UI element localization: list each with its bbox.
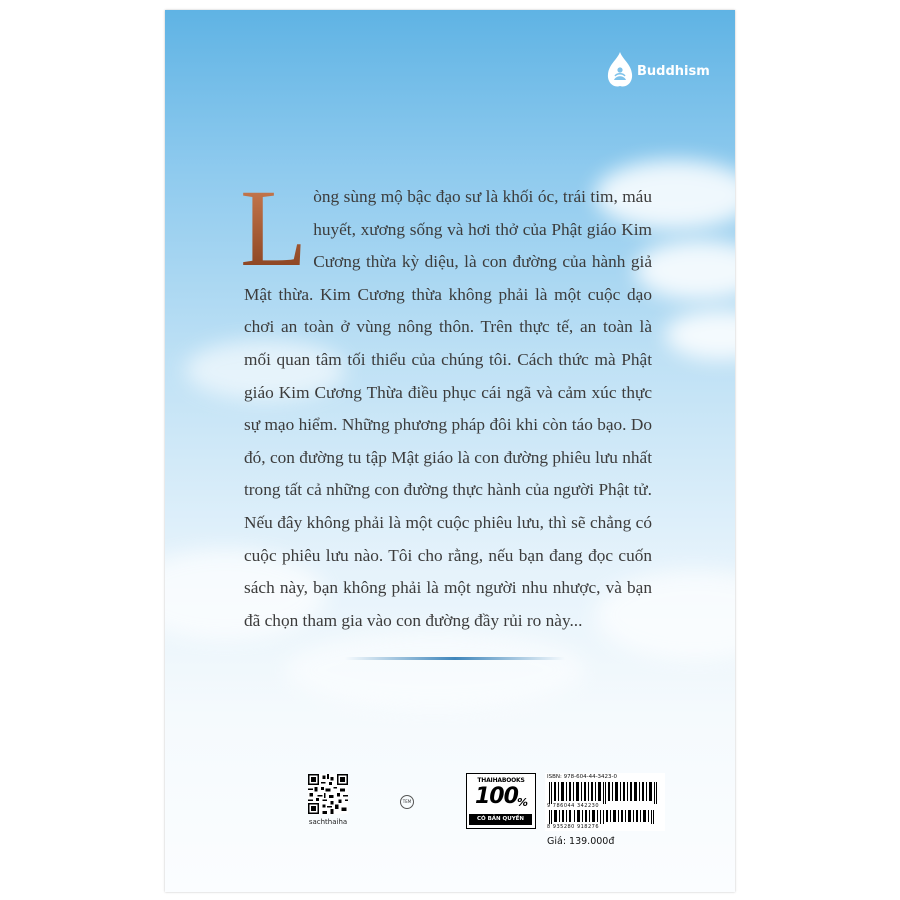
qr-code [308,774,348,814]
barcode-digits-bottom: 8 935280 918276 [547,824,600,830]
barcode-top [547,782,663,804]
cloud [665,310,735,360]
stamp-number: 100 [475,784,518,809]
bodhi-leaf-meditation-icon [605,50,635,90]
stamp-caption: CÓ BẢN QUYỀN [469,814,532,825]
isbn-barcode [545,773,665,831]
barcode-bottom [547,810,663,824]
drop-cap: L [240,167,308,289]
barcode-digits-top: 9 786044 342230 [547,803,600,809]
stamp-percent: % [517,796,529,809]
cloud [285,630,585,710]
authenticity-stamp: TEM [400,795,414,809]
copyright-stamp [466,773,536,829]
decorative-divider [345,657,565,660]
publisher-brand [605,50,725,90]
price-label: Giá: 139.000đ [547,836,615,847]
isbn-number: ISBN: 978-604-44-3423-0 [547,774,618,780]
blurb-text: òng sùng mộ bậc đạo sư là khối óc, trái tim, máu huyết, xương sống và hơi thở của Phật giáo Kim Cương thừa kỳ diệu, là con đường của hành giả Mật thừa. Kim Cương thừa không phải là một cuộc dạo chơi an toàn ở vùng nông thôn. Trên thực tế, an toàn là mối quan tâm tối thiểu của chúng tôi. Cách thức mà Phật giáo Kim Cương Thừa điều phục cái ngã và cảm xúc thực sự mạo hiểm. Những phương pháp đôi khi còn táo bạo. Do đó, con đường tu tập Mật giáo là con đường phiêu lưu nhất trong tất cả những con đường thực hành của người Phật tử. Nếu đây không phải là một cuộc phiêu lưu, thì sẽ chẳng có cuộc phiêu lưu nào. Tôi cho rằng, nếu bạn đang đọc cuốn sách này, bạn không phải là một người nhu nhược, và bạn đã chọn tham gia vào con đường đầy rủi ro này... [244,187,652,630]
brand-name: Buddhism [637,64,710,79]
qr-caption: sachthaiha [308,818,348,826]
stamp-publisher: THAIHABOOKS [477,777,525,784]
back-cover-blurb [240,167,652,637]
